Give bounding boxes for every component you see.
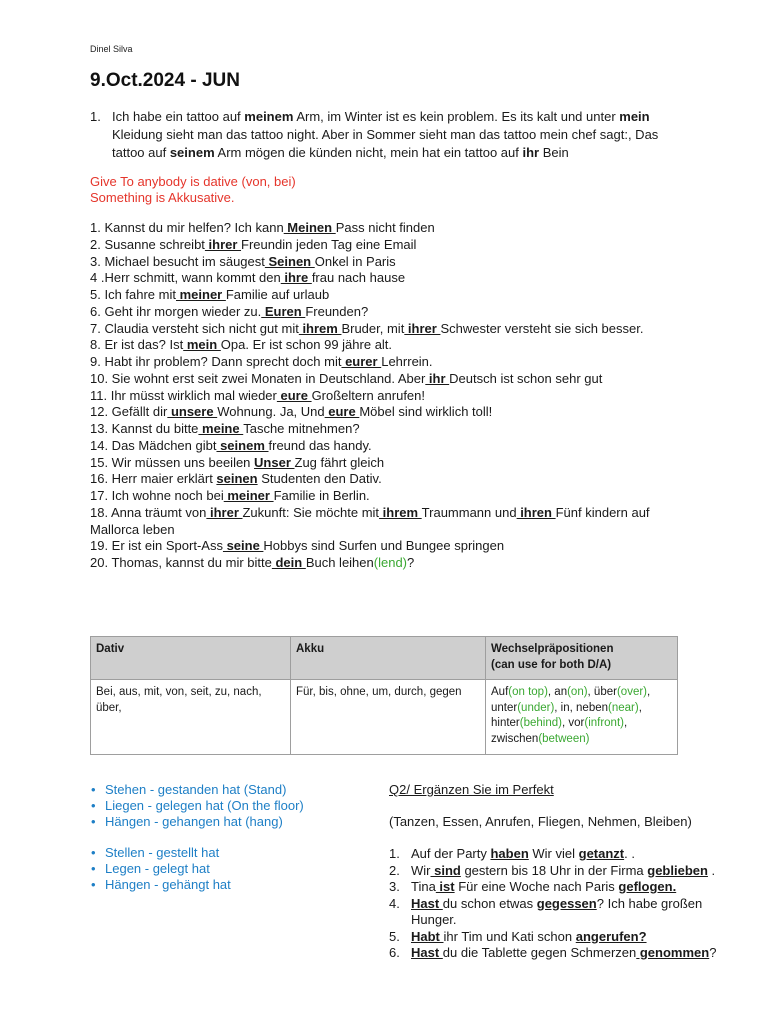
wechsel-header-text: Wechselpräpositionen (can use for both D/A) bbox=[491, 643, 614, 671]
exercise-sentence bbox=[90, 321, 680, 338]
list-item: • Stellen - gestellt hat bbox=[90, 845, 380, 861]
translation-hint: (near) bbox=[608, 701, 639, 714]
text-run: du die Tablette gegen Schmerzen bbox=[442, 945, 637, 960]
text-run: Familie auf urlaub bbox=[225, 287, 330, 302]
text-run: Freundin jeden Tag eine Email bbox=[241, 236, 417, 252]
text-run: ? bbox=[407, 555, 415, 570]
text-run: Deutsch ist schon sehr gut bbox=[449, 370, 603, 386]
text-run: , vor bbox=[561, 717, 585, 729]
bold-word: mein bbox=[619, 109, 650, 124]
exercise-sentence bbox=[90, 404, 680, 421]
filled-answer: Meinen bbox=[283, 220, 336, 235]
text-run: Pass nicht finden bbox=[335, 220, 435, 235]
text-run: Wir bbox=[411, 862, 431, 878]
filled-answer: geflogen. bbox=[618, 879, 677, 894]
translation-hint: (on) bbox=[567, 686, 588, 698]
bold-word: meinem bbox=[244, 109, 294, 124]
text-run: Onkel in Paris bbox=[314, 253, 396, 269]
translation-hint: (under) bbox=[517, 701, 555, 714]
translation-hint: (lend) bbox=[373, 555, 408, 570]
rule-dative: Give To anybody is dative (von, bei) bbox=[90, 174, 296, 189]
header-wechsel bbox=[486, 637, 678, 680]
text-run: Wir viel bbox=[528, 846, 579, 861]
list-item bbox=[389, 929, 749, 946]
cell-dativ: Bei, aus, mit, von, seit, zu, nach, über, bbox=[91, 680, 291, 755]
intro-paragraph bbox=[90, 108, 680, 162]
q2-title: Q2/ Ergänzen Sie im Perfekt bbox=[389, 782, 554, 797]
filled-answer: eure bbox=[276, 387, 312, 403]
text-run: , zwischen bbox=[491, 717, 628, 745]
filled-answer: Unser bbox=[254, 454, 295, 470]
filled-answer: eurer bbox=[341, 354, 382, 369]
verb-list bbox=[90, 782, 380, 908]
q2-item-list bbox=[389, 846, 749, 962]
text-run: Opa. Er ist schon 99 jähre alt. bbox=[220, 337, 393, 353]
list-item bbox=[389, 945, 749, 962]
text-run: 13. Kannst du bitte bbox=[90, 421, 199, 436]
filled-answer: ihrer bbox=[206, 504, 243, 520]
filled-answer: unsere bbox=[167, 404, 218, 420]
item-number: 1. bbox=[389, 846, 400, 861]
filled-answer: ihre bbox=[280, 270, 312, 286]
text-run: Tasche mitnehmen? bbox=[243, 421, 360, 436]
bold-word: ihr bbox=[522, 145, 540, 160]
text-run: , hinter bbox=[491, 701, 642, 729]
list-item bbox=[389, 863, 749, 880]
text-run: 5. Ich fahre mit bbox=[90, 287, 176, 302]
exercise-sentence bbox=[90, 388, 680, 405]
text-run: Kleidung sieht man das tattoo night. Aber in Sommer sieht man das tattoo mein chef sagt:, Das tattoo auf bbox=[112, 127, 659, 160]
filled-answer: dein bbox=[271, 555, 306, 570]
text-run: Möbel sind wirklich toll! bbox=[359, 404, 493, 420]
exercise-list bbox=[90, 220, 680, 572]
text-run: . . bbox=[624, 846, 635, 861]
list-item: • Hängen - gehangen hat (hang) bbox=[90, 814, 380, 830]
header-akku: Akku bbox=[291, 637, 486, 680]
text-run: Ich habe ein tattoo auf bbox=[112, 109, 245, 124]
table-row bbox=[91, 680, 678, 755]
filled-answer: angerufen? bbox=[575, 928, 647, 944]
text-run: Tina bbox=[411, 879, 436, 894]
text-run: Auf der Party bbox=[411, 846, 491, 861]
filled-answer: genommen bbox=[636, 945, 710, 960]
intro-text bbox=[112, 108, 680, 162]
text-run: Familie in Berlin. bbox=[273, 488, 370, 503]
text-run: Freunden? bbox=[305, 303, 369, 319]
text-run: gestern bis 18 Uhr in der Firma bbox=[460, 862, 648, 878]
text-run: Fünf kindern auf Mallorca leben bbox=[90, 504, 650, 537]
text-run: Arm, im Winter ist es kein problem. Es its kalt und unter bbox=[293, 109, 620, 124]
text-run: Lehrrein. bbox=[381, 354, 433, 369]
text-run: 12. Gefällt dir bbox=[90, 404, 168, 420]
list-item: • Hängen - gehängt hat bbox=[90, 877, 380, 893]
filled-answer: haben bbox=[490, 846, 529, 861]
text-run: 19. Er ist ein Sport-Ass bbox=[90, 538, 223, 554]
text-run: Zug fährt gleich bbox=[294, 454, 385, 470]
text-run: Traummann und bbox=[421, 504, 517, 520]
text-run: , an bbox=[547, 686, 568, 698]
text-run: 20. Thomas, kannst du mir bitte bbox=[90, 555, 272, 570]
text-run: 10. Sie wohnt erst seit zwei Monaten in Deutschland. Aber bbox=[90, 370, 426, 386]
verb-group-action bbox=[90, 845, 380, 893]
exercise-sentence bbox=[90, 270, 680, 287]
text-run: 11. Ihr müsst wirklich mal wieder bbox=[90, 387, 277, 403]
filled-answer: Seinen bbox=[264, 253, 315, 269]
exercise-sentence bbox=[90, 455, 680, 472]
translation-hint: (over) bbox=[616, 686, 647, 698]
filled-answer: getanzt bbox=[578, 846, 625, 861]
text-run: ihr Tim und Kati schon bbox=[443, 928, 576, 944]
exercise-sentence bbox=[90, 505, 680, 539]
exercise-sentence bbox=[90, 287, 680, 304]
filled-answer: geblieben bbox=[647, 862, 708, 878]
text-run: frau nach hause bbox=[311, 270, 406, 286]
filled-answer: meiner bbox=[223, 488, 274, 503]
filled-answer: ihrem bbox=[298, 320, 342, 336]
rule-akkusative: Something is Akkusative. bbox=[90, 190, 235, 205]
list-item bbox=[389, 896, 749, 929]
text-run: Bein bbox=[539, 145, 569, 160]
text-run: 9. Habt ihr problem? Dann sprecht doch mit bbox=[90, 354, 342, 369]
filled-answer: mein bbox=[183, 337, 221, 353]
exercise-sentence bbox=[90, 220, 680, 237]
preposition-table bbox=[90, 636, 678, 755]
list-item bbox=[389, 846, 749, 863]
text-run: Bruder, mit bbox=[341, 320, 405, 336]
text-run: Buch leihen bbox=[305, 555, 374, 570]
filled-answer: ihren bbox=[516, 504, 556, 520]
text-run: 1. Kannst du mir helfen? Ich kann bbox=[90, 220, 284, 235]
verb-group-position bbox=[90, 782, 380, 830]
text-run: Großeltern anrufen! bbox=[311, 387, 426, 403]
exercise-sentence bbox=[90, 488, 680, 505]
text-run: Auf bbox=[491, 686, 509, 698]
text-run: du schon etwas bbox=[442, 895, 537, 911]
translation-hint: (infront) bbox=[584, 717, 624, 729]
list-item: • Stehen - gestanden hat (Stand) bbox=[90, 782, 380, 798]
filled-answer: ihrer bbox=[404, 320, 441, 336]
item-number: 2. bbox=[389, 862, 400, 878]
filled-answer: ist bbox=[435, 879, 455, 894]
filled-answer: ihrem bbox=[379, 504, 422, 520]
item-number: 5. bbox=[389, 928, 400, 944]
exercise-sentence bbox=[90, 371, 680, 388]
exercise-sentence bbox=[90, 237, 680, 254]
text-run: Hobbys sind Surfen und Bungee springen bbox=[263, 538, 505, 554]
text-run: Arm mögen die künden nicht, mein hat ein tattoo auf bbox=[214, 145, 523, 160]
translation-hint: (on top) bbox=[508, 686, 548, 698]
filled-answer: meine bbox=[198, 421, 244, 436]
filled-answer: Euren bbox=[261, 303, 306, 319]
translation-hint: (between) bbox=[538, 732, 590, 745]
text-run: freund das handy. bbox=[268, 437, 372, 453]
filled-answer: Habt bbox=[411, 928, 444, 944]
text-run: 17. Ich wohne noch bei bbox=[90, 488, 224, 503]
exercise-sentence bbox=[90, 354, 680, 371]
table-header-row bbox=[91, 637, 678, 680]
exercise-sentence bbox=[90, 337, 680, 354]
filled-answer: meiner bbox=[175, 287, 226, 302]
filled-answer: seinem bbox=[216, 437, 269, 453]
q2-word-bank: (Tanzen, Essen, Anrufen, Fliegen, Nehmen, Bleiben) bbox=[389, 813, 692, 829]
text-run: 8. Er ist das? Ist bbox=[90, 337, 184, 353]
exercise-sentence bbox=[90, 471, 680, 488]
text-run: 18. Anna träumt von bbox=[90, 504, 207, 520]
intro-number: 1. bbox=[90, 109, 101, 124]
text-run: Studenten den Dativ. bbox=[257, 471, 382, 487]
page-title: 9.Oct.2024 - JUN bbox=[90, 70, 240, 91]
translation-hint: (behind) bbox=[519, 717, 562, 729]
text-run: 2. Susanne schreibt bbox=[90, 236, 205, 252]
item-number: 3. bbox=[389, 879, 400, 894]
exercise-sentence bbox=[90, 304, 680, 321]
bold-word: seinem bbox=[169, 145, 215, 160]
text-run: ? bbox=[709, 945, 717, 960]
text-run: , über bbox=[587, 686, 617, 698]
author-name: Dinel Silva bbox=[90, 44, 133, 54]
text-run: , in, neben bbox=[554, 701, 609, 714]
text-run: , unter bbox=[491, 686, 651, 714]
text-run: 16. Herr maier erklärt bbox=[90, 471, 217, 487]
exercise-sentence bbox=[90, 438, 680, 455]
item-number: 4. bbox=[389, 895, 400, 911]
exercise-sentence bbox=[90, 421, 680, 438]
header-dativ: Dativ bbox=[91, 637, 291, 680]
filled-answer: gegessen bbox=[536, 895, 597, 911]
filled-answer: seinen bbox=[216, 471, 258, 487]
question-2 bbox=[389, 782, 749, 962]
text-run: Zukunft: Sie möchte mit bbox=[242, 504, 380, 520]
cell-wechsel bbox=[486, 680, 678, 755]
text-run: 7. Claudia versteht sich nicht gut mit bbox=[90, 320, 299, 336]
item-number: 6. bbox=[389, 945, 400, 960]
filled-answer: Hast bbox=[411, 895, 443, 911]
text-run: Schwester versteht sie sich besser. bbox=[440, 320, 644, 336]
text-run: Für eine Woche nach Paris bbox=[454, 879, 619, 894]
list-item bbox=[389, 879, 749, 896]
text-run: 6. Geht ihr morgen wieder zu. bbox=[90, 303, 262, 319]
filled-answer: seine bbox=[222, 538, 264, 554]
filled-answer: sind bbox=[430, 862, 461, 878]
text-run: 14. Das Mädchen gibt bbox=[90, 437, 217, 453]
exercise-sentence bbox=[90, 555, 680, 572]
list-item: • Legen - gelegt hat bbox=[90, 861, 380, 877]
exercise-sentence bbox=[90, 538, 680, 555]
exercise-sentence bbox=[90, 254, 680, 271]
text-run: Wohnung. Ja, Und bbox=[217, 404, 325, 420]
filled-answer: Hast bbox=[411, 945, 443, 960]
text-run: 3. Michael besucht im säugest bbox=[90, 253, 265, 269]
cell-akku: Für, bis, ohne, um, durch, gegen bbox=[291, 680, 486, 755]
text-run: . bbox=[707, 862, 716, 878]
filled-answer: ihrer bbox=[204, 236, 242, 252]
text-run: 15. Wir müssen uns beeilen bbox=[90, 454, 255, 470]
text-run: 4 .Herr schmitt, wann kommt den bbox=[90, 270, 281, 286]
filled-answer: eure bbox=[324, 404, 360, 420]
text-run: ? Ich habe großen Hunger. bbox=[411, 895, 703, 927]
filled-answer: ihr bbox=[425, 370, 450, 386]
list-item: • Liegen - gelegen hat (On the floor) bbox=[90, 798, 380, 814]
